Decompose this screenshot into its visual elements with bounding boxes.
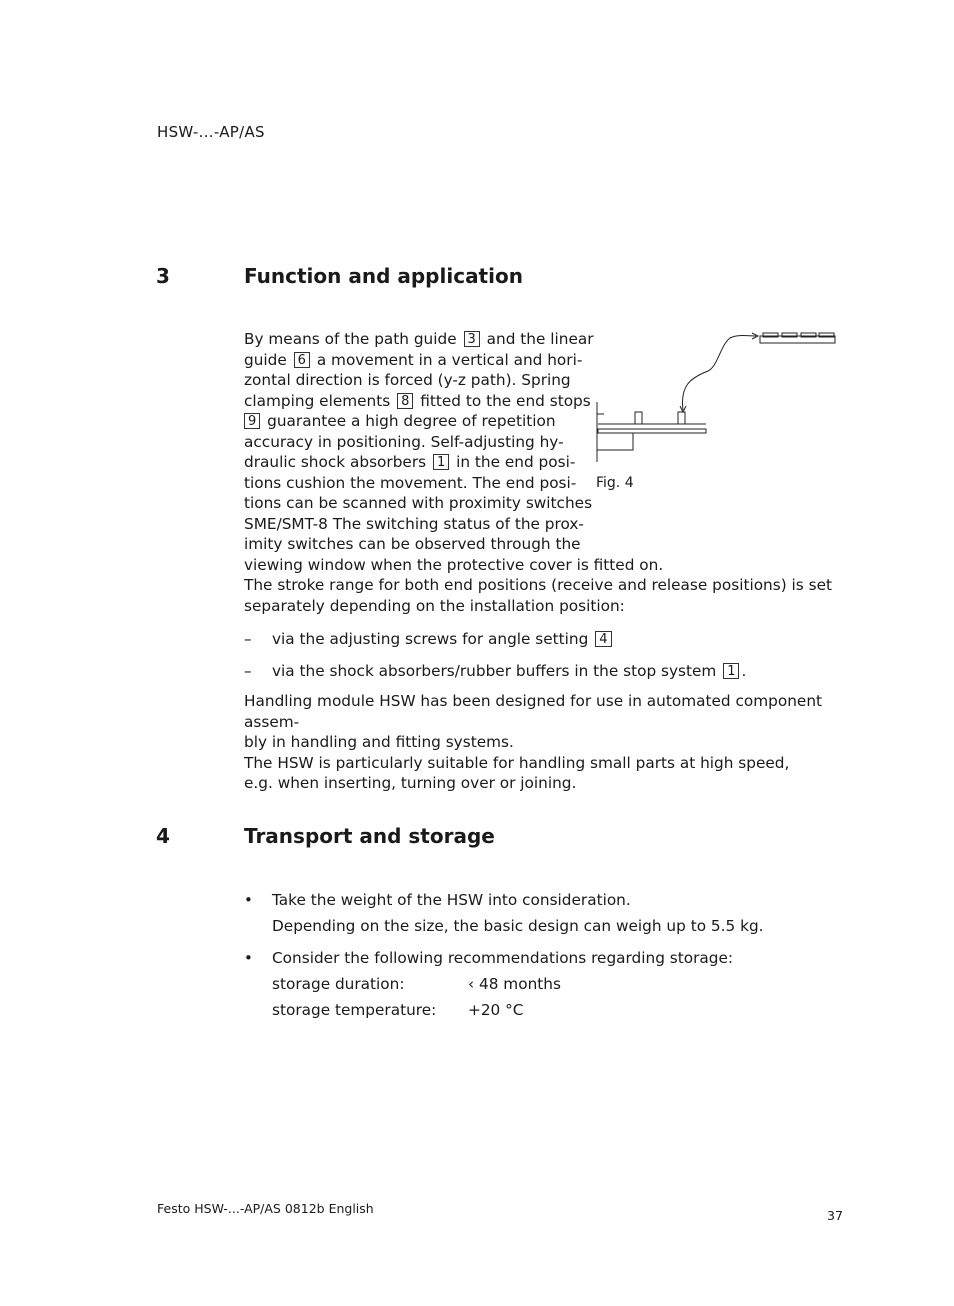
ref-box: 1	[723, 663, 739, 679]
ref-box: 4	[595, 631, 611, 647]
base-plate	[598, 429, 706, 433]
bullet-text: Consider the following recommendations regarding storage:	[272, 949, 734, 967]
path-curve	[682, 336, 756, 411]
line: tions cushion the movement. The end posi-	[244, 473, 577, 492]
ref-box: 8	[397, 393, 413, 409]
bullet-symbol: •	[244, 891, 253, 909]
line: By means of the path guide 3 and the linear	[244, 330, 594, 348]
line: SME/SMT-8 The switching status of the prox-	[244, 514, 584, 533]
line: draulic shock absorbers 1 in the end posi-	[244, 453, 576, 471]
figure-4-diagram	[590, 326, 842, 468]
dash-marker: –	[244, 630, 252, 648]
dash-marker: –	[244, 662, 252, 680]
bullet-text: Take the weight of the HSW into consideration.	[272, 891, 631, 909]
line: 9 guarantee a high degree of repetition	[244, 411, 844, 432]
bullet-symbol: •	[244, 949, 253, 967]
page-number: 37	[827, 1208, 843, 1223]
bullet-text-continuation: Depending on the size, the basic design can weigh up to 5.5 kg.	[272, 917, 764, 935]
line: accuracy in positioning. Self-adjusting hy-	[244, 432, 564, 451]
line: The stroke range for both end positions (receive and release positions) is set	[244, 576, 833, 594]
ref-box: 9	[244, 413, 260, 429]
footer-document-info: Festo HSW-...-AP/AS 0812b English	[157, 1201, 374, 1216]
document-header: HSW-...-AP/AS	[157, 123, 265, 141]
line: bly in handling and fitting systems.	[244, 733, 514, 751]
section-3-number: 3	[156, 264, 170, 288]
storage-label: storage temperature:	[272, 1001, 437, 1019]
figure-caption: Fig. 4	[596, 475, 634, 491]
line: clamping elements 8 fitted to the end stops	[244, 391, 591, 410]
line: guide 6 a movement in a vertical and hori-	[244, 350, 583, 369]
storage-label: storage duration:	[272, 975, 405, 993]
line: Handling module HSW has been designed for use in automated component assem-	[244, 692, 823, 731]
line: separately depending on the installation position:	[244, 596, 625, 615]
dash-item: via the adjusting screws for angle setting 4	[272, 629, 614, 650]
section-4-title: Transport and storage	[244, 824, 495, 848]
section-3-usage-paragraph	[244, 691, 844, 794]
ref-box: 1	[433, 454, 449, 470]
section-4-number: 4	[156, 824, 170, 848]
storage-value: ‹ 48 months	[468, 975, 561, 993]
line: e.g. when inserting, turning over or joining.	[244, 774, 577, 792]
line: imity switches can be observed through the	[244, 535, 581, 553]
line: The HSW is particularly suitable for handling small parts at high speed,	[244, 753, 790, 772]
dash-item: via the shock absorbers/rubber buffers in the stop system 1 .	[272, 662, 747, 680]
section-3-title: Function and application	[244, 264, 523, 288]
storage-value: +20 °C	[468, 1001, 524, 1019]
line: zontal direction is forced (y-z path). Spring	[244, 371, 571, 389]
ref-box: 6	[294, 352, 310, 368]
line: tions can be scanned with proximity switches	[244, 494, 593, 512]
line: viewing window when the protective cover is fitted on.	[244, 555, 664, 574]
ref-box: 3	[464, 331, 480, 347]
